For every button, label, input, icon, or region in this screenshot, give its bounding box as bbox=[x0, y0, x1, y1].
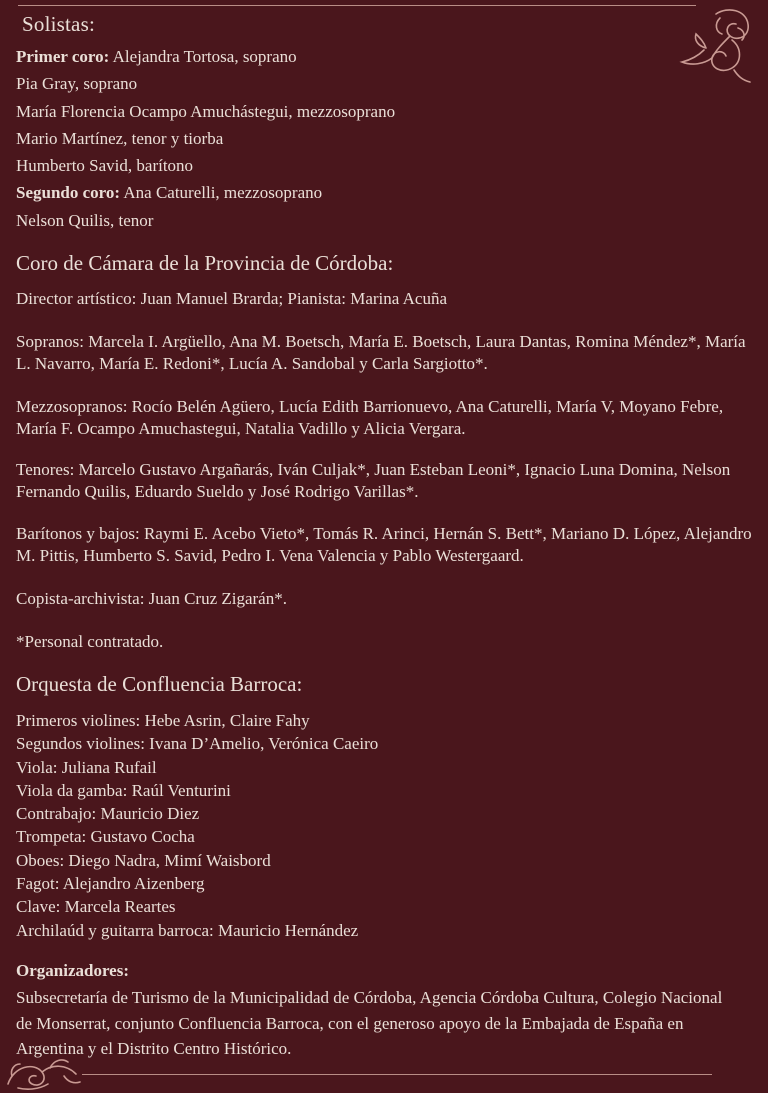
list-item-text: Nelson Quilis, tenor bbox=[16, 210, 154, 230]
orquesta-list bbox=[16, 709, 378, 942]
coro-nota: *Personal contratado. bbox=[16, 632, 164, 651]
solistas-list bbox=[16, 43, 395, 234]
organizadores-title: Organizadores: bbox=[16, 961, 130, 980]
top-divider bbox=[18, 5, 696, 6]
list-item: Contrabajo: Mauricio Diez bbox=[16, 804, 200, 824]
list-item: Fagot: Alejandro Aizenberg bbox=[16, 874, 205, 894]
list-item: Segundos violines: Ivana D’Amelio, Verónica Caeiro bbox=[16, 734, 379, 754]
list-item bbox=[16, 179, 395, 206]
coro-director: Director artístico: Juan Manuel Brarda; Pianista: Marina Acuña bbox=[16, 289, 448, 308]
coro-baritonos: Barítonos y bajos: Raymi E. Acebo Vieto*, Tomás R. Arinci, Hernán S. Bett*, Mariano D. López, Alejandro M. Pittis, Humberto S. Savid, Pedro I. Vena Valencia y Pablo Westergaard. bbox=[16, 524, 752, 565]
coro-mezzosopranos: Mezzosopranos: Rocío Belén Agüero, Lucía Edith Barrionuevo, Ana Caturelli, María V, Moyano Febre, María F. Ocampo Amuchastegui, Natalia Vadillo y Alicia Vergara. bbox=[16, 397, 724, 438]
list-item: Clave: Marcela Reartes bbox=[16, 897, 176, 917]
flourish-ornament-icon bbox=[676, 4, 754, 84]
coro-copista: Copista-archivista: Juan Cruz Zigarán*. bbox=[16, 589, 287, 608]
list-item bbox=[16, 98, 395, 125]
coro-tenores: Tenores: Marcelo Gustavo Argañarás, Iván Culjak*, Juan Esteban Leoni*, Ignacio Luna Domina, Nelson Fernando Quilis, Eduardo Sueldo y José Rodrigo Varillas*. bbox=[16, 460, 731, 501]
list-item bbox=[16, 125, 395, 152]
bottom-divider bbox=[82, 1074, 712, 1075]
list-item-text: Ana Caturelli, mezzosoprano bbox=[120, 183, 323, 203]
list-item-text: Pia Gray, soprano bbox=[16, 74, 138, 94]
list-item-text: Humberto Savid, barítono bbox=[16, 156, 194, 176]
list-item-text: Mario Martínez, tenor y tiorba bbox=[16, 128, 224, 148]
flourish-ornament-icon bbox=[4, 1054, 82, 1092]
list-item: Archilaúd y guitarra barroca: Mauricio Hernández bbox=[16, 920, 359, 940]
list-item bbox=[16, 70, 395, 97]
coro-title: Coro de Cámara de la Provincia de Córdoba: bbox=[16, 251, 394, 275]
list-item bbox=[16, 152, 395, 179]
list-item: Viola da gamba: Raúl Venturini bbox=[16, 780, 231, 800]
list-item: Viola: Juliana Rufail bbox=[16, 757, 157, 777]
list-item: Oboes: Diego Nadra, Mimí Waisbord bbox=[16, 850, 271, 870]
list-item-text: Alejandra Tortosa, soprano bbox=[109, 47, 297, 66]
list-item bbox=[16, 207, 395, 234]
organizadores-text: Subsecretaría de Turismo de la Municipalidad de Córdoba, Agencia Córdoba Cultura, Colegio Nacional de Monserrat, conjunto Confluencia Barroca, con el generoso apoyo de la Embajada de España en Argentina y el Distrito Centro Histórico. bbox=[16, 988, 723, 1058]
solistas-title: Solistas: bbox=[22, 12, 95, 36]
list-item-text: María Florencia Ocampo Amuchástegui, mezzosoprano bbox=[16, 101, 396, 121]
list-item-label: Primer coro: bbox=[16, 47, 110, 66]
list-item-label: Segundo coro: bbox=[16, 183, 121, 203]
list-item bbox=[16, 43, 395, 70]
orquesta-title: Orquesta de Confluencia Barroca: bbox=[16, 672, 303, 696]
list-item: Primeros violines: Hebe Asrin, Claire Fahy bbox=[16, 711, 310, 730]
coro-sopranos: Sopranos: Marcela I. Argüello, Ana M. Boetsch, María E. Boetsch, Laura Dantas, Romina Méndez*, María L. Navarro, María E. Redoni*, Lucía A. Sandobal y Carla Sargiotto*. bbox=[16, 332, 746, 373]
list-item: Trompeta: Gustavo Cocha bbox=[16, 827, 195, 847]
